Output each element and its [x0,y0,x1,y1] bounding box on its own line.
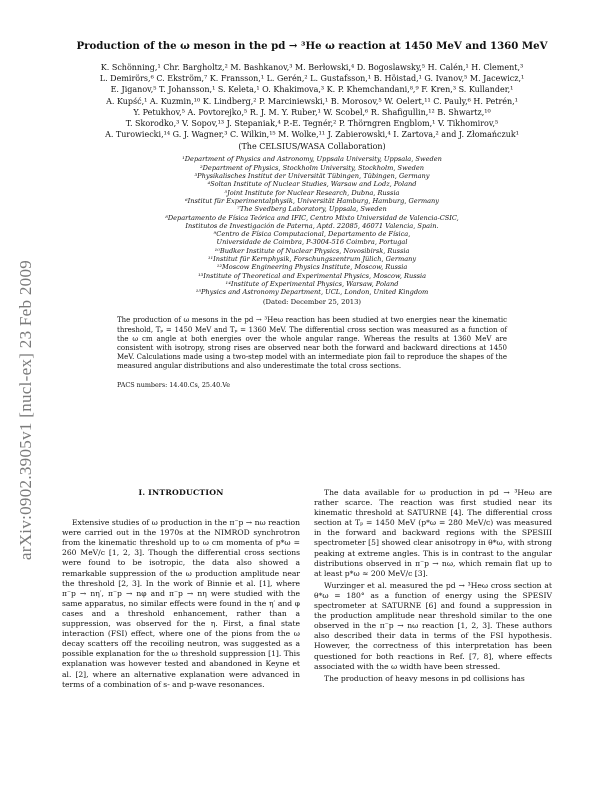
paragraph: Extensive studies of ω production in the π⁻p → nω reaction were carried out in the 1970s at the NIMROD synchrotron from the kinematic threshold up to ω cm momenta of p*ω = 260 MeV/c [1, 2, 3]. Though the differential cross sections were found to be isotropic, the data also showed a remarkable suppression of the ω production amplitude near the threshold [2, 3]. In the work of Binnie et al. [1], where π⁻p → nη′, π⁻p → nφ and π⁻p → nη were studied with the same apparatus, no similar effects were found in the η′ and φ cases and a threshold enhancement, rather than a suppression, was observed for the η. First, a final state interaction (FSI) effect, where one of the pions from the ω decay scatters off the recoiling neutron, was suggested as a possible explanation for the ω threshold suppression [1]. This explanation was however tested and abandoned in Keyne et al. [2], where an alternative explanation were advanced in terms of a combination of s- and p-wave resonances. [62,518,300,689]
paragraph: The production of heavy mesons in pd collisions has [324,673,525,683]
paragraph: Wurzinger et al. measured the pd → ³Heω cross section at θ*ω = 180° as a function of energy using the SPESIV spectrometer at SATURNE [6] and found a suppression in the production amplitude near threshold similar to the one observed in the π⁻p → nω reaction [1, 2, 3]. These authors also described their data in terms of the FSI hypothesis. However, the correctness of this interpretation has been questioned for both reactions in Ref. [7, 8], where effects associated with the ω width have been stressed. [314,580,552,671]
pacs-numbers: PACS numbers: 14.40.Cs, 25.40.Ve [117,380,231,389]
author-list [62,62,562,140]
affiliation: ³Physikalisches Institut der Universität Tübingen, Tübingen, Germany [194,172,430,181]
arxiv-identifier [6,210,46,610]
affiliation: ²Department of Physics, Stockholm University, Stockholm, Sweden [199,163,424,172]
abstract: The production of ω mesons in the pd → ³Heω reaction has been studied at two energies near the kinematic threshold, Tₚ = 1450 MeV and Tₚ = 1360 MeV. The differential cross section was measured as a function of the ω cm angle at both energies over the whole angular range. Whereas the results at 1360 MeV are consistent with isotropy, strong rises are observed near both the forward and backward directions at 1450 MeV. Calculations made using a two-step model with an intermediate pion fail to reproduce the shapes of the measured angular distributions and also underestimate the total cross sections. [117,316,507,371]
author-line: A. Kupść,¹ A. Kuzmin,¹⁰ K. Lindberg,² P. Marciniewski,¹ B. Morosov,⁵ W. Oelert,¹¹ C. Pauly,⁶ H. Petrén,¹ [106,96,518,106]
affiliation: ¹⁵Physics and Astronomy Department, UCL, London, United Kingdom [195,288,429,297]
author-line: Y. Petukhov,⁵ A. Povtorejko,⁵ R. J. M. Y. Ruber,¹ W. Scobel,⁶ R. Shafigullin,¹² B. Shwartz,¹⁰ [133,107,491,117]
affiliation: ¹⁴Institute of Experimental Physics, Warsaw, Poland [225,279,399,288]
affiliation: ¹Department of Physics and Astronomy, Uppsala University, Uppsala, Sweden [182,155,442,164]
author-line: T. Skorodko,³ V. Sopov,¹³ J. Stepaniak,⁴ P.-E. Tegnér,² P. Thörngren Engblom,¹ V. Tikhomirov,⁵ [125,119,499,129]
author-line: K. Schönning,¹ Chr. Bargholtz,² M. Bashkanov,³ M. Berłowski,⁴ D. Bogoslawsky,⁵ H. Calén,¹ H. Clement,³ [100,63,524,72]
affiliation: ¹⁰Budker Institute of Nuclear Physics, Novosibirsk, Russia [214,246,410,255]
affiliation: ⁶Institut für Experimentalphysik, Universität Hamburg, Hamburg, Germany [184,196,439,205]
affiliation: ¹²Moscow Engineering Physics Institute, Moscow, Russia [216,263,408,272]
affiliation: ¹³Institute of Theoretical and Experimental Physics, Moscow, Russia [197,271,427,280]
affiliation: ⁷The Svedberg Laboratory, Uppsala, Sweden [237,205,387,214]
affiliation: Institutos de Investigación de Paterna, Aptd. 22085, 46071 Valencia, Spain. [185,221,439,230]
affiliation: ⁴Soltan Institute of Nuclear Studies, Warsaw and Lodz, Poland [207,180,417,189]
collaboration: (The CELSIUS/WASA Collaboration) [238,142,386,152]
author-line: L. Demirörs,⁶ C. Ekström,⁷ K. Fransson,¹ L. Gerén,² L. Gustafsson,¹ B. Höistad,¹ G. Ivanov,⁵ M. Jacewicz,¹ [99,74,525,84]
affiliation: Universidade de Coimbra, P-3004-516 Coimbra, Portugal [216,238,408,247]
affiliation: ⁵Joint Institute for Nuclear Research, Dubna, Russia [224,188,400,197]
affiliation: ¹¹Institut für Kernphysik, Forschungszentrum Jülich, Germany [207,254,417,263]
author-line: E. Jiganov,⁵ T. Johansson,¹ S. Keleta,¹ O. Khakimova,³ K. P. Khemchandani,⁸,⁹ F. Kren,³ S. Kullander,¹ [110,85,514,95]
paper-front-matter [62,40,562,389]
author-line: A. Turowiecki,¹⁴ G. J. Wagner,³ C. Wilkin,¹⁵ M. Wolke,¹¹ J. Zabierowski,⁴ I. Zartova,² and J. Złomańczuk¹ [105,130,519,140]
body-columns [62,488,552,690]
right-column [314,488,552,690]
affiliation: ⁹Centro de Física Computacional, Departamento de Física, [213,230,411,239]
arxiv-id-text: arXiv:0902.3905v1 [nucl-ex] 23 Feb 2009 [16,259,35,561]
left-column [62,488,300,690]
paragraph: The data available for ω production in pd → ³Heω are rather scarce. The reaction was first studied near its kinematic threshold at SATURNE [4]. The differential cross section at Tₚ = 1450 MeV (p*ω = 280 MeV/c) was measured in the forward and backward regions with the SPESIII spectrometer [5] showed clear anisotropy in θ*ω, with strong peaking at extreme angles. This is in contrast to the angular distributions observed in π⁻p → nω, which remain flat up to at least p*ω ≈ 200 MeV/c [3]. [314,488,552,578]
section-heading: I. INTRODUCTION [138,488,224,497]
affiliation: ⁸Departamento de Física Teórica and IFIC, Centro Mixto Universidad de Valencia-CSIC, [165,213,459,222]
paper-title: Production of the ω meson in the pd → ³He ω reaction at 1450 MeV and 1360 MeV [76,40,548,52]
affiliation-list [62,155,562,296]
date-line: (Dated: December 25, 2013) [262,298,362,307]
